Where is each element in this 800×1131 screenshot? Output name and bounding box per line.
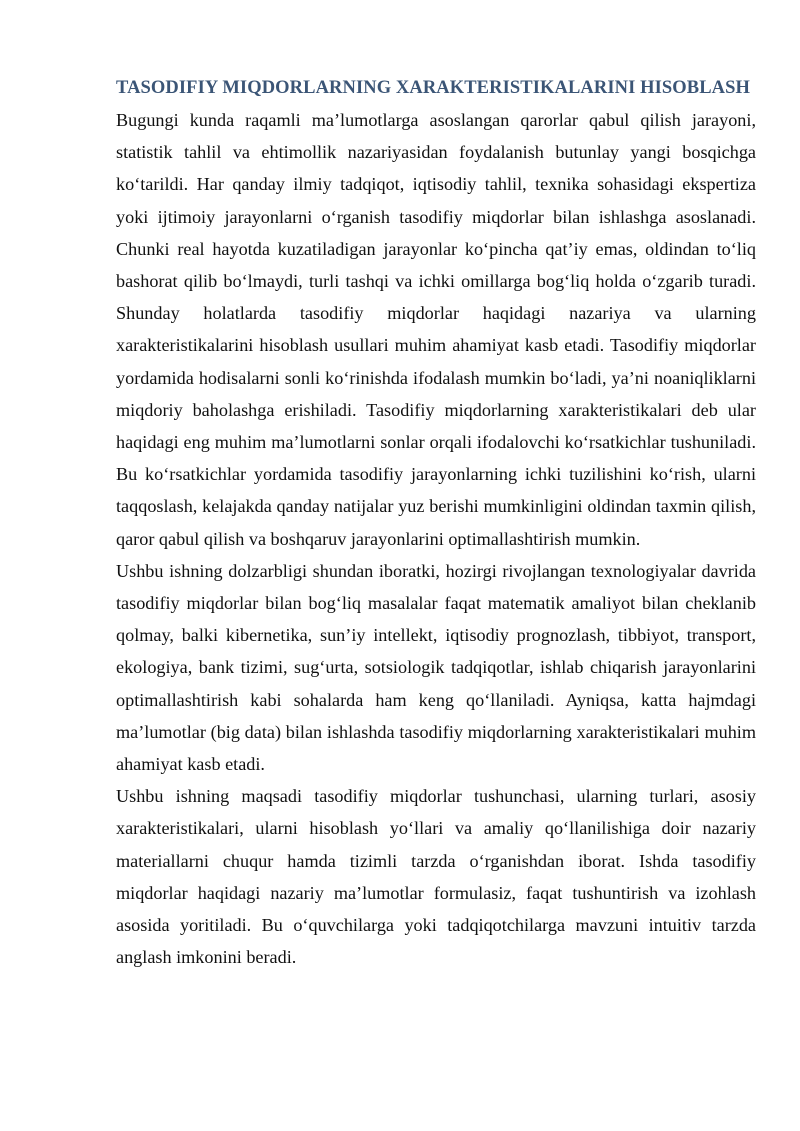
paragraph-relevance: Ushbu ishning dolzarbligi shundan iboratki, hozirgi rivojlangan texnologiyalar davrida tasodifiy miqdorlar bilan bog‘liq masalalar faqat matematik amaliyot bilan cheklanib qolmay, balki kibernetika, sun’iy intellekt, iqtisodiy prognozlash, tibbiyot, transport, ekologiya, bank tizimi, sug‘urta, sotsiologik tadqiqotlar, ishlab chiqarish jarayonlarini optimallashtirish kabi sohalarda ham keng qo‘llaniladi. Ayniqsa, katta hajmdagi ma’lumotlar (big data) bilan ishlashda tasodifiy miqdorlarning xarakteristikalari muhim ahamiyat kasb etadi. [116,560,756,775]
paragraph-introduction: Bugungi kunda raqamli ma’lumotlarga asoslangan qarorlar qabul qilish jarayoni, statistik tahlil va ehtimollik nazariyasidan foydalanish butunlay yangi bosqichga ko‘tarildi. Har qanday ilmiy tadqiqot, iqtisodiy tahlil, texnika sohasidagi ekspertiza yoki ijtimoiy jarayonlarni o‘rganish tasodifiy miqdorlar bilan ishlashga asoslanadi. Chunki real hayotda kuzatiladigan jarayonlar ko‘pincha qat’iy emas, oldindan to‘liq bashorat qilib bo‘lmaydi, turli tashqi va ichki omillarga bog‘liq holda o‘zgarib turadi. Shunday holatlarda tasodifiy miqdorlar haqidagi nazariya va ularning xarakteristikalarini hisoblash usullari muhim ahamiyat kasb etadi. Tasodifiy miqdorlar yordamida hodisalarni sonli ko‘rinishda ifodalash mumkin bo‘ladi, ya’ni noaniqliklarni miqdoriy baholashga erishiladi. Tasodifiy miqdorlarning xarakteristikalari deb ular haqidagi eng muhim ma’lumotlarni sonlar orqali ifodalovchi ko‘rsatkichlar tushuniladi. Bu ko‘rsatkichlar yordamida tasodifiy jarayonlarning ichki tuzilishini ko‘rish, ularni taqqoslash, kelajakda qanday natijalar yuz berishi mumkinligini oldindan taxmin qilish, qaror qabul qilish va boshqaruv jarayonlarini optimallashtirish mumkin. [116,110,756,549]
paragraph-purpose: Ushbu ishning maqsadi tasodifiy miqdorlar tushunchasi, ularning turlari, asosiy xarakteristikalari, ularni hisoblash yo‘llari va amaliy qo‘llanilishiga doir nazariy materiallarni chuqur hamda tizimli tarzda o‘rganishdan iborat. Ishda tasodifiy miqdorlar haqidagi nazariy ma’lumotlar formulasiz, faqat tushuntirish va izohlash asosida yoritiladi. Bu o‘quvchilarga yoki tadqiqotchilarga mavzuni intuitiv tarzda anglash imkonini beradi. [116,786,756,968]
document-body [116,72,756,973]
document-title: TASODIFIY MIQDORLARNING XARAKTERISTIKALARINI HISOBLASH [116,78,750,98]
